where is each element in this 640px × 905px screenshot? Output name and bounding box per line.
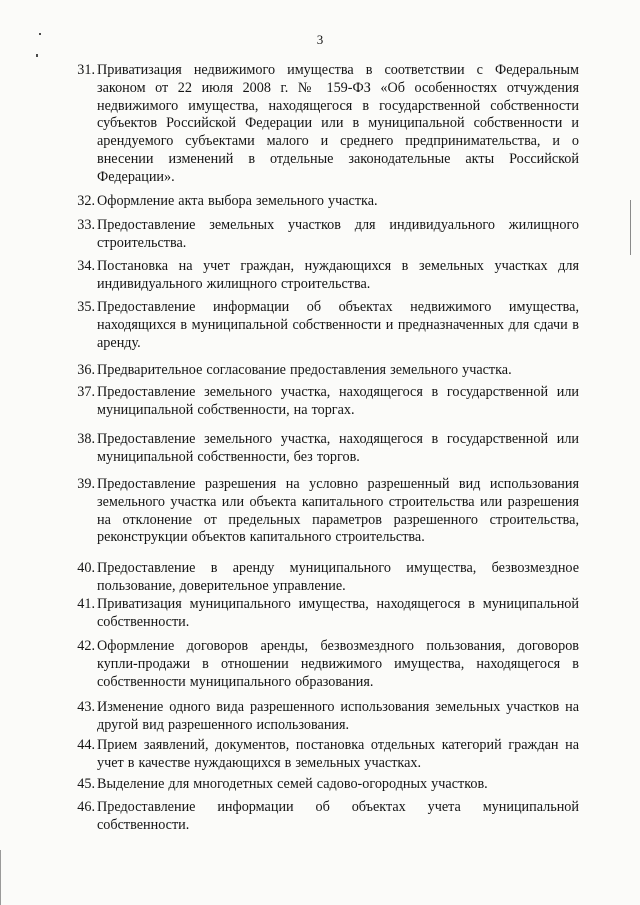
item-text: Предоставление земельных участков для индивидуального жилищного строительства.	[97, 217, 579, 251]
item-text: Оформление договоров аренды, безвозмездного пользования, договоров купли-продажи в отношении недвижимого имущества, находящегося в собственности муниципального образования.	[97, 638, 579, 690]
item-number: 34.	[77, 258, 95, 274]
item-text: Предварительное согласование предоставления земельного участка.	[97, 362, 512, 378]
item-text: Предоставление информации об объектах учета муниципальной собственности.	[97, 799, 579, 833]
item-text: Предоставление информации об объектах недвижимого имущества, находящихся в муниципальной собственности и предназначенных для сдачи в аренду.	[97, 299, 579, 351]
item-text: Предоставление в аренду муниципального имущества, безвозмездное пользование, доверительное управление.	[97, 560, 579, 594]
item-number: 33.	[77, 217, 95, 233]
item-text: Приватизация недвижимого имущества в соответствии с Федеральным законом от 22 июля 2008 г. № 159-ФЗ «Об особенностях отчуждения недвижимого имущества, находящегося в государственной собственности субъектов Российской Федерации или в муниципальной собственности и арендуемого субъектами малого и среднего предпринимательства, и о внесении изменений в отдельные законодательные акты Российской Федерации».	[97, 62, 579, 185]
item-text: Приватизация муниципального имущества, находящегося в муниципальной собственности.	[97, 596, 579, 630]
item-number: 43.	[77, 699, 95, 715]
item-text: Предоставление земельного участка, находящегося в государственной или муниципальной собственности, на торгах.	[97, 384, 579, 418]
item-number: 36.	[77, 362, 95, 378]
item-number: 32.	[77, 193, 95, 209]
page-number: 3	[316, 32, 324, 47]
item-number: 44.	[77, 737, 95, 753]
item-text: Предоставление разрешения на условно разрешенный вид использования земельного участка или объекта капитального строительства или разрешения на отклонение от предельных параметров разрешенного строительства, реконструкции объектов капитального строительства.	[97, 476, 579, 546]
item-text: Выделение для многодетных семей садово-огородных участков.	[97, 776, 488, 792]
item-text: Постановка на учет граждан, нуждающихся в земельных участках для индивидуального жилищного строительства.	[97, 258, 579, 292]
item-number: 39.	[77, 476, 95, 492]
item-number: 31.	[77, 62, 95, 78]
scan-speck	[39, 33, 41, 35]
scan-edge-mark	[630, 200, 631, 255]
item-text: Прием заявлений, документов, постановка отдельных категорий граждан на учет в качестве нуждающихся в земельных участках.	[97, 737, 579, 771]
scan-speck	[36, 54, 38, 57]
item-number: 45.	[77, 776, 95, 792]
scan-edge-mark	[0, 850, 1, 905]
item-text: Изменение одного вида разрешенного использования земельных участков на другой вид разрешенного использования.	[97, 699, 579, 733]
item-text: Предоставление земельного участка, находящегося в государственной или муниципальной собственности, без торгов.	[97, 431, 579, 465]
item-number: 35.	[77, 299, 95, 315]
item-number: 37.	[77, 384, 95, 400]
item-text: Оформление акта выбора земельного участка.	[97, 193, 378, 209]
item-number: 40.	[77, 560, 95, 576]
item-number: 38.	[77, 431, 95, 447]
item-number: 46.	[77, 799, 95, 815]
item-number: 41.	[77, 596, 95, 612]
item-number: 42.	[77, 638, 95, 654]
